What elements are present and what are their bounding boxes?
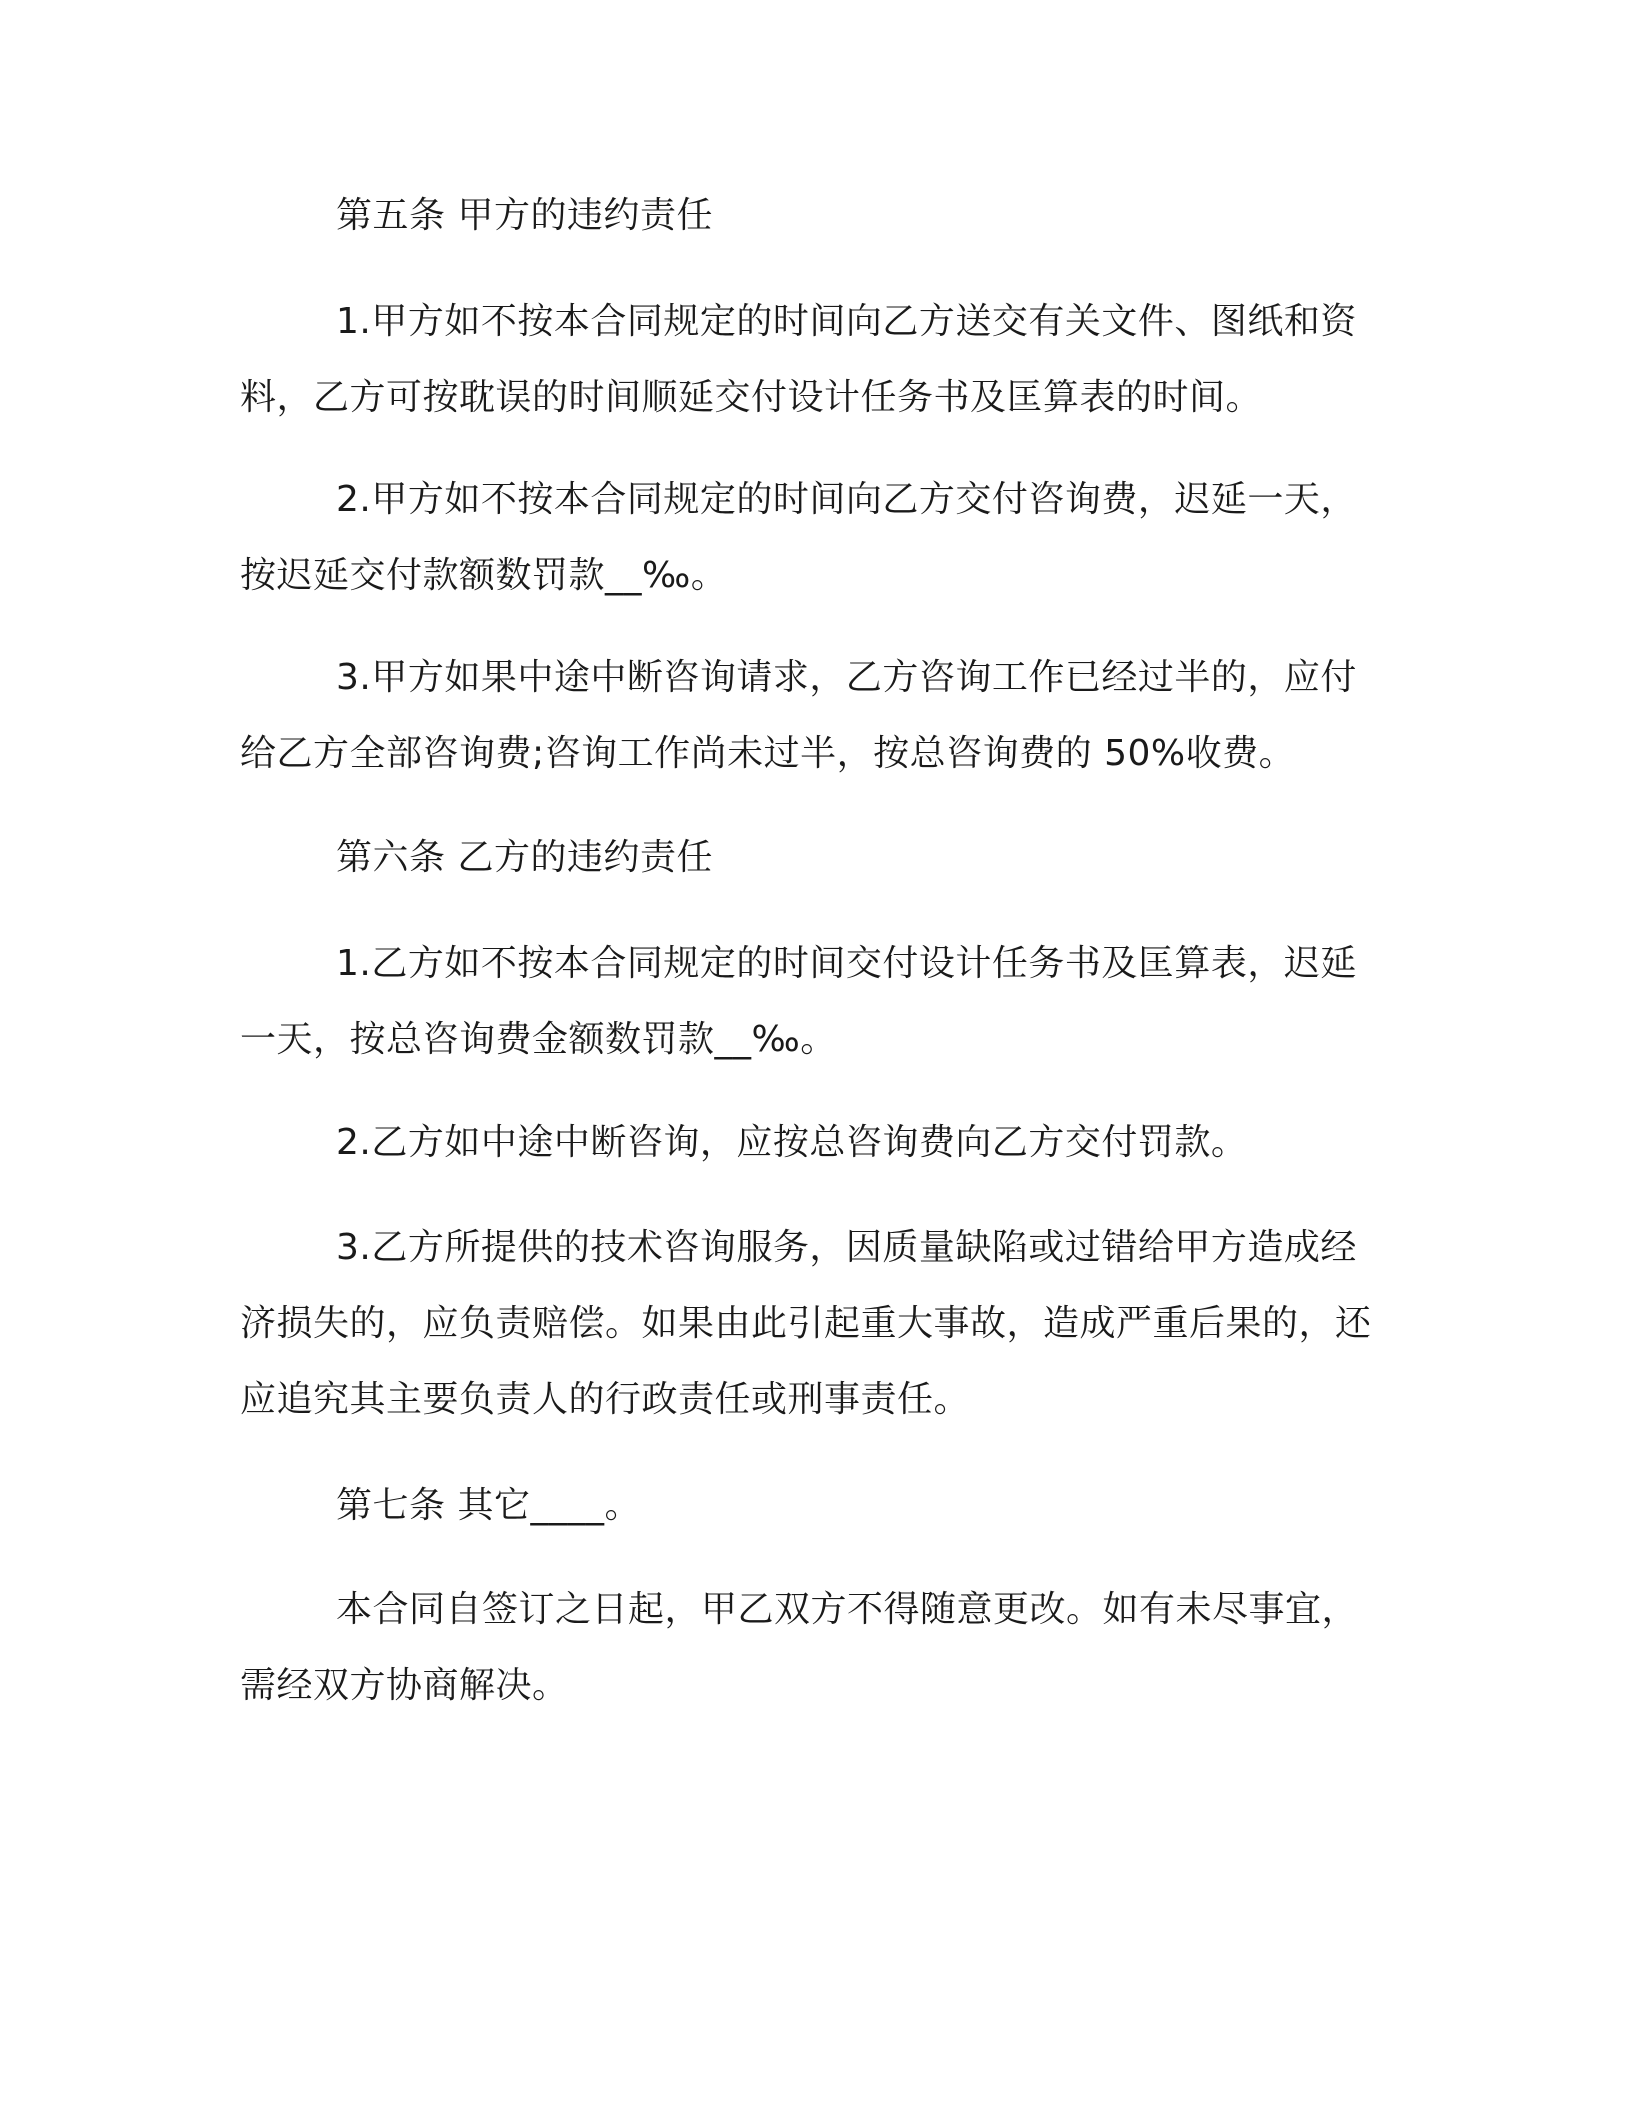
article-6-clause-1: 1.乙方如不按本合同规定的时间交付设计任务书及匡算表，迟延一天，按总咨询费金额数罚款__‰。: [240, 943, 1357, 1060]
article-5-clause-1: 1.甲方如不按本合同规定的时间向乙方送交有关文件、图纸和资料，乙方可按耽误的时间顺延交付设计任务书及匡算表的时间。: [240, 301, 1357, 418]
article-5-clause-3: 3.甲方如果中途中断咨询请求，乙方咨询工作已经过半的，应付给乙方全部咨询费;咨询工作尚未过半，按总咨询费的 50%收费。: [240, 657, 1357, 774]
article-6-clause-2: 2.乙方如中途中断咨询，应按总咨询费向乙方交付罚款。: [336, 1122, 1248, 1163]
article-5-clause-2: 2.甲方如不按本合同规定的时间向乙方交付咨询费，迟延一天，按迟延交付款额数罚款__‰。: [240, 479, 1357, 596]
article-7-heading: 第七条 其它____。: [336, 1485, 641, 1526]
closing-paragraph: 本合同自签订之日起，甲乙双方不得随意更改。如有未尽事宜，需经双方协商解决。: [240, 1589, 1359, 1706]
article-6-clause-3: 3.乙方所提供的技术咨询服务，因质量缺陷或过错给甲方造成经济损失的，应负责赔偿。如果由此引起重大事故，造成严重后果的，还应追究其主要负责人的行政责任或刑事责任。: [240, 1227, 1372, 1420]
article-6-heading: 第六条 乙方的违约责任: [336, 837, 713, 878]
article-5-heading: 第五条 甲方的违约责任: [336, 195, 713, 236]
